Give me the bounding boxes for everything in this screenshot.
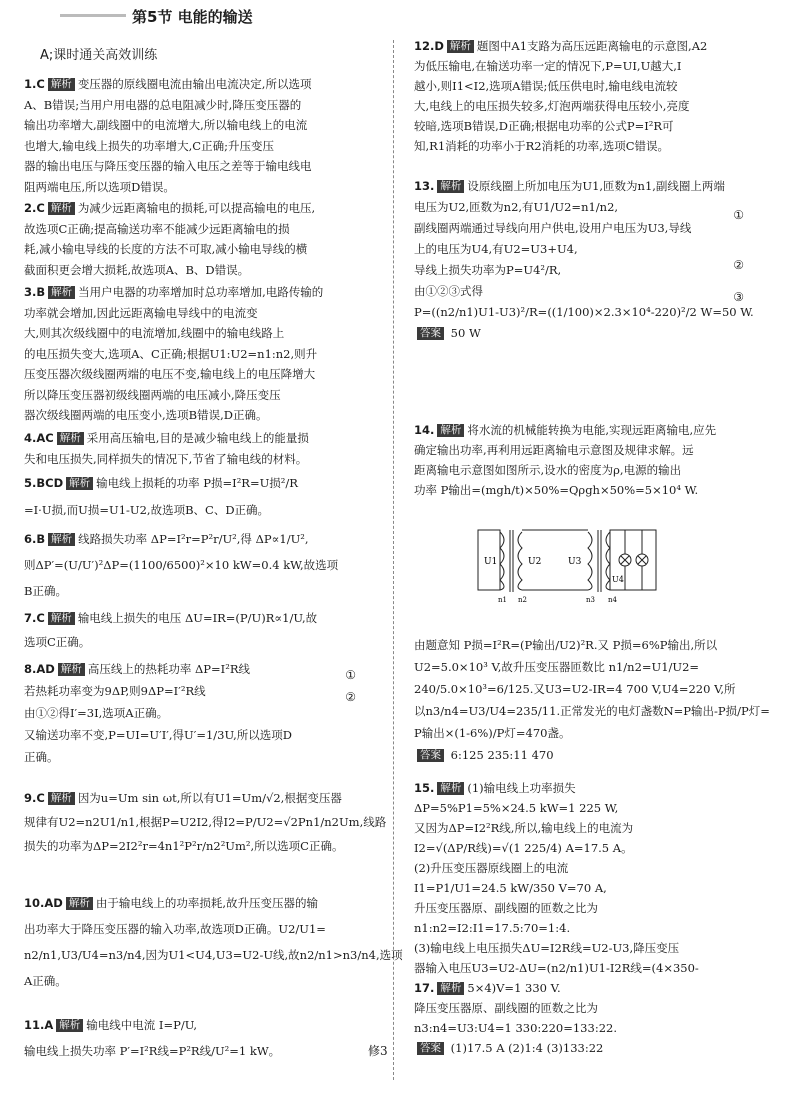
text-line: 的电压损失变大,选项A、C正确;根据U1:U2=n1:n2,则升 bbox=[24, 346, 318, 361]
text-line: 降压变压器原、副线圈的匝数之比为 bbox=[414, 1001, 598, 1015]
text-line: 截面积更会增大损耗,故选项A、B、D错误。 bbox=[24, 262, 250, 277]
text-line: 电压为U2,匝数为n2,有U1/U2=n1/n2, bbox=[414, 200, 619, 214]
text-line: I2=√(ΔP/R线)=√(1 225/4) A=17.5 A。 bbox=[414, 841, 633, 855]
text-line: 答案 (1)17.5 A (2)1:4 (3)133:22 bbox=[414, 1038, 699, 1058]
equation-marker: ③ bbox=[733, 290, 744, 304]
text-line: 由①②③式得 bbox=[414, 284, 483, 298]
text-line: ΔP=5%P1=5%×24.5 kW=1 225 W, bbox=[414, 801, 619, 815]
text-line: 由①②得I′=3I,选项A正确。 bbox=[24, 706, 169, 720]
transformer1-secondary-coil bbox=[518, 532, 522, 590]
text-line: 升压变压器原、副线圈的匝数之比为 bbox=[414, 901, 598, 915]
left-item bbox=[24, 428, 309, 469]
right-item bbox=[414, 634, 770, 766]
analysis-tag: 解析 bbox=[56, 1019, 83, 1032]
text-line: 以n3/n4=U3/U4=235/11.正常发光的电灯盏数N=P输出-P损/P灯= bbox=[414, 704, 770, 718]
text-line: 正确。 bbox=[24, 750, 59, 764]
label-u2: U2 bbox=[528, 557, 542, 567]
question-number: 8.AD bbox=[24, 662, 55, 676]
text-line: 所以降压变压器初级线圈两端的电压减小,降压变压 bbox=[24, 387, 281, 402]
equation-marker: ① bbox=[345, 668, 356, 682]
equation-marker: ① bbox=[733, 208, 744, 222]
question-number: 11.A bbox=[24, 1018, 54, 1032]
analysis-tag: 解析 bbox=[57, 432, 84, 445]
text-line: 大,电线上的电压损失较多,灯泡两端获得电压较小,亮度 bbox=[414, 99, 690, 113]
answer-tag: 答案 bbox=[417, 327, 444, 340]
question-number: 9.C bbox=[24, 791, 45, 805]
text-line: 若热耗功率变为9ΔP,则9ΔP=I′²R线 bbox=[24, 684, 206, 698]
page-title: 第5节 电能的输送 bbox=[132, 8, 253, 26]
text-line: U2=5.0×10³ V,故升压变压器匝数比 n1/n2=U1/U2= bbox=[414, 660, 700, 674]
analysis-tag: 解析 bbox=[48, 202, 75, 215]
analysis-tag: 解析 bbox=[447, 40, 474, 53]
label-n4: n4 bbox=[608, 596, 617, 604]
analysis-tag: 解析 bbox=[48, 286, 75, 299]
label-u4: U4 bbox=[612, 575, 624, 584]
question-number: 15. bbox=[414, 781, 435, 795]
left-item bbox=[24, 526, 338, 604]
text-line: 6.B 解析 线路损失功率 ΔP=I²r=P²r/U²,得 ΔP∝1/U², bbox=[24, 532, 309, 546]
text-line: 确定输出功率,再利用远距离输电示意图及规律求解。远 bbox=[414, 443, 694, 457]
label-u1: U1 bbox=[484, 557, 498, 567]
question-number: 12.D bbox=[414, 39, 444, 53]
text-line: A、B错误;当用户用电器的总电阻减少时,降压变压器的 bbox=[24, 97, 302, 112]
text-line: n3:n4=U3:U4=1 330:220=133:22. bbox=[414, 1021, 617, 1035]
analysis-tag: 解析 bbox=[48, 792, 75, 805]
transformer1-primary-coil bbox=[500, 532, 504, 590]
text-line: 答案 6:125 235:11 470 bbox=[414, 744, 770, 766]
analysis-tag: 解析 bbox=[48, 78, 75, 91]
text-line: 选项C正确。 bbox=[24, 635, 91, 649]
text-line: 17. 解析 5×4)V=1 330 V. bbox=[414, 981, 561, 995]
text-line: 5.BCD 解析 输电线上损耗的功率 P损=I²R=U损²/R bbox=[24, 476, 298, 490]
text-line: 上的电压为U4,有U2=U3+U4, bbox=[414, 242, 578, 256]
text-line: =I·U损,而U损=U1-U2,故选项B、C、D正确。 bbox=[24, 503, 270, 517]
question-number: 3.B bbox=[24, 285, 46, 299]
text-line: 也增大,输电线上损失的功率增大,C正确;升压变压 bbox=[24, 138, 274, 153]
text-line: 阻两端电压,所以选项D错误。 bbox=[24, 179, 175, 194]
text-line: 故选项C正确;提高输送功率不能减少远距离输电的损 bbox=[24, 221, 290, 236]
question-number: 17. bbox=[414, 981, 435, 995]
question-number: 1.C bbox=[24, 77, 45, 91]
text-line: 出功率大于降压变压器的输入功率,故选项D正确。U2/U1= bbox=[24, 922, 326, 936]
text-line: 13. 解析 设原线圈上所加电压为U1,匝数为n1,副线圈上两端 bbox=[414, 179, 725, 193]
text-line: 越小,则I1<I2,选项A错误;低压供电时,输电线电流较 bbox=[414, 79, 678, 93]
text-line: 2.C 解析 为减少远距离输电的损耗,可以提高输电的电压, bbox=[24, 201, 316, 215]
text-line: A正确。 bbox=[24, 974, 67, 988]
text-line: 12.D 解析 题图中A1支路为高压远距离输电的示意图,A2 bbox=[414, 39, 708, 53]
text-line: 距离输电示意图如图所示,设水的密度为ρ,电源的输出 bbox=[414, 463, 682, 477]
left-item bbox=[24, 74, 312, 197]
text-line: 功率就会增加,因此远距离输电导线中的电流变 bbox=[24, 305, 258, 320]
text-line: 耗,减小输电导线的长度的方法不可取,减小输电导线的横 bbox=[24, 242, 308, 256]
left-item bbox=[24, 470, 298, 524]
left-item bbox=[24, 606, 317, 654]
text-line: 7.C 解析 输电线上损失的电压 ΔU=IR=(P/U)R∝1/U,故 bbox=[24, 611, 318, 625]
text-line: B正确。 bbox=[24, 584, 67, 598]
text-line: 器次级线圈两端的电压变小,选项B错误,D正确。 bbox=[24, 408, 268, 422]
label-n1: n1 bbox=[498, 596, 507, 604]
analysis-tag: 解析 bbox=[48, 533, 75, 546]
text-line: n2/n1,U3/U4=n3/n4,因为U1<U4,U3=U2-U线,故n2/n1>n3/n4,选项 bbox=[24, 948, 403, 962]
text-line: 大,则其次级线圈中的电流增加,线圈中的输电线路上 bbox=[24, 326, 285, 340]
text-line: P=((n2/n1)U1-U3)²/R=((1/100)×2.3×10⁴-220)²/2 W=50 W. bbox=[414, 305, 754, 319]
text-line: 4.AC 解析 采用高压输电,目的是减少输电线上的能量损 bbox=[24, 431, 309, 445]
text-line: (3)输电线上电压损失ΔU=I2R线=U2-U3,降压变压 bbox=[414, 941, 680, 955]
question-number: 4.AC bbox=[24, 431, 54, 445]
text-line: 器的输出电压与降压变压器的输入电压之差等于输电线电 bbox=[24, 159, 312, 173]
text-line: 则ΔP′=(U/U′)²ΔP=(1100/6500)²×10 kW=0.4 kW,故选项 bbox=[24, 558, 339, 572]
text-line: 输电线上损失功率 P′=I²R线=P²R线/U²=1 kW。 bbox=[24, 1044, 281, 1058]
title-decoration bbox=[60, 14, 126, 17]
text-line: P输出×(1-6%)/P灯=470盏。 bbox=[414, 726, 571, 740]
right-item bbox=[414, 778, 699, 1058]
question-number: 2.C bbox=[24, 201, 45, 215]
text-line: 11.A 解析 输电线中电流 I=P/U, bbox=[24, 1018, 198, 1032]
text-line: 功率 P输出=(mgh/t)×50%=Qρgh×50%=5×10⁴ W. bbox=[414, 483, 699, 497]
text-line: 10.AD 解析 由于输电线上的功率损耗,故升压变压器的输 bbox=[24, 896, 318, 910]
left-item bbox=[24, 890, 403, 994]
text-line: 为低压输电,在输送功率一定的情况下,P=UI,U越大,I bbox=[414, 59, 682, 73]
right-item bbox=[414, 176, 754, 344]
right-item bbox=[414, 36, 707, 156]
text-line: 副线圈两端通过导线向用户供电,设用户电压为U3,导线 bbox=[414, 221, 692, 235]
page-number: 修3 bbox=[368, 1044, 388, 1058]
text-line: I1=P1/U1=24.5 kW/350 V=70 A, bbox=[414, 881, 607, 895]
answer-tag: 答案 bbox=[417, 749, 444, 762]
label-n2: n2 bbox=[518, 596, 527, 604]
text-line: 又因为ΔP=I2²R线,所以,输电线上的电流为 bbox=[414, 821, 634, 835]
left-item bbox=[24, 658, 292, 768]
analysis-tag: 解析 bbox=[437, 982, 464, 995]
analysis-tag: 解析 bbox=[58, 663, 85, 676]
text-line: 9.C 解析 因为u=Um sin ωt,所以有U1=Um/√2,根据变压器 bbox=[24, 791, 342, 805]
text-line: 答案 50 W bbox=[414, 323, 754, 344]
text-line: 规律有U2=n2U1/n1,根据P=U2I2,得I2=P/U2=√2Pn1/n2Um,线路 bbox=[24, 815, 387, 829]
question-number: 7.C bbox=[24, 611, 45, 625]
answer-tag: 答案 bbox=[417, 1042, 444, 1055]
left-item bbox=[24, 786, 386, 858]
equation-marker: ② bbox=[345, 690, 356, 704]
analysis-tag: 解析 bbox=[48, 612, 75, 625]
text-line: 压变压器次级线圈两端的电压不变,输电线上的电压降增大 bbox=[24, 367, 316, 381]
section-heading: A;课时通关高效训练 bbox=[40, 48, 158, 63]
text-line: 240/5.0×10³=6/125.又U3=U2-IR=4 700 V,U4=220 V,所 bbox=[414, 682, 736, 696]
right-item bbox=[414, 420, 716, 500]
question-number: 10.AD bbox=[24, 896, 63, 910]
text-line: n1:n2=I2:I1=17.5:70=1:4. bbox=[414, 921, 571, 935]
analysis-tag: 解析 bbox=[437, 424, 464, 437]
text-line: 又输送功率不变,P=UI=U′I′,得U′=1/3U,所以选项D bbox=[24, 728, 292, 742]
left-item bbox=[24, 198, 315, 280]
equation-marker: ② bbox=[733, 258, 744, 272]
text-line: 失和电压损失,同样损失的情况下,节省了输电线的材料。 bbox=[24, 451, 308, 466]
transformer2-primary-coil bbox=[588, 532, 592, 590]
analysis-tag: 解析 bbox=[66, 897, 93, 910]
question-number: 14. bbox=[414, 423, 435, 437]
text-line: 8.AD 解析 高压线上的热耗功率 ΔP=I²R线 bbox=[24, 662, 250, 676]
question-number: 6.B bbox=[24, 532, 46, 546]
text-line: 器输入电压U3=U2-ΔU=(n2/n1)U1-I2R线=(4×350- bbox=[414, 961, 699, 975]
label-u3: U3 bbox=[568, 557, 582, 567]
text-line: 由题意知 P损=I²R=(P输出/U2)²R.又 P损=6%P输出,所以 bbox=[414, 638, 718, 652]
analysis-tag: 解析 bbox=[437, 180, 464, 193]
transformer2-secondary-coil bbox=[606, 532, 610, 590]
text-line: (2)升压变压器原线圈上的电流 bbox=[414, 861, 569, 875]
question-number: 13. bbox=[414, 179, 435, 193]
left-item bbox=[24, 1012, 280, 1064]
text-line: 导线上损失功率为P=U4²/R, bbox=[414, 263, 562, 277]
text-line: 较暗,选项B错误,D正确;根据电功率的公式P=I²R可 bbox=[414, 119, 674, 133]
power-transmission-diagram bbox=[470, 522, 660, 604]
text-line: 14. 解析 将水流的机械能转换为电能,实现远距离输电,应先 bbox=[414, 423, 717, 437]
text-line: 知,R1消耗的功率小于R2消耗的功率,选项C错误。 bbox=[414, 139, 670, 153]
label-n3: n3 bbox=[586, 596, 595, 604]
left-item bbox=[24, 282, 323, 426]
text-line: 输出功率增大,副线圈中的电流增大,所以输电线上的电流 bbox=[24, 118, 308, 132]
analysis-tag: 解析 bbox=[437, 782, 464, 795]
question-number: 5.BCD bbox=[24, 476, 64, 490]
text-line: 损失的功率为ΔP=2I2²r=4n1²P²r/n2²Um²,所以选项C正确。 bbox=[24, 839, 344, 853]
text-line: 1.C 解析 变压器的原线圈电流由输出电流决定,所以选项 bbox=[24, 77, 312, 91]
analysis-tag: 解析 bbox=[66, 477, 93, 490]
text-line: 15. 解析 (1)输电线上功率损失 bbox=[414, 781, 576, 795]
text-line: 3.B 解析 当用户电器的功率增加时总功率增加,电路传输的 bbox=[24, 285, 324, 299]
